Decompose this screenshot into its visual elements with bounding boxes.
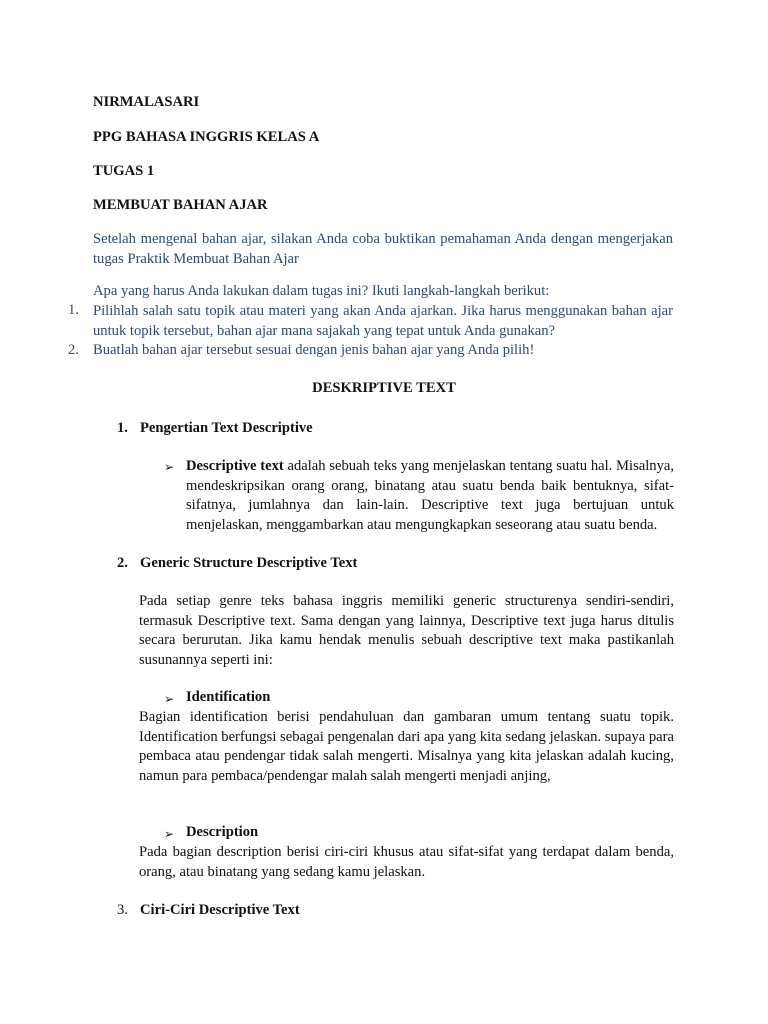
description-text: Pada bagian description berisi ciri-ciri khusus atau sifat-sifat yang terdapat dalam benda, orang, atau binatang yang sedang kamu jelaskan. — [139, 844, 674, 880]
class-name: PPG BAHASA INGGRIS KELAS A — [93, 129, 320, 145]
identification-text: Bagian identification berisi pendahuluan dan gambaran umum tentang suatu topik. Identification berfungsi sebagai pengenalan dari apa yang kita sedang jelaskan. supaya para pembaca atau pendengar tidak salah mengerti. Misalnya yang kita jelaskan adalah kucing, namun para pembaca/pendengar malah salah mengerti menjadi anjing, — [139, 709, 674, 784]
section-heading: Pengertian Text Descriptive — [140, 420, 313, 436]
section-heading: Generic Structure Descriptive Text — [140, 555, 358, 571]
instruction-intro: Setelah mengenal bahan ajar, silakan Anda coba buktikan pemahaman Anda dengan mengerjakan tugas Praktik Membuat Bahan Ajar — [93, 231, 673, 267]
task-number: TUGAS 1 — [93, 163, 155, 179]
section-heading: Ciri-Ciri Descriptive Text — [140, 902, 300, 918]
arrow-bullet-icon: ➢ — [164, 692, 175, 706]
subheading-description: Description — [186, 824, 259, 840]
section-number: 3. — [117, 902, 128, 918]
subheading-identification: Identification — [186, 689, 271, 705]
definition-text: adalah sebuah teks yang menjelaskan tentang suatu hal. Misalnya, mendeskripsikan orang orang, binatang atau suatu benda baik bentuknya, sifat-sifatnya, jumlahnya dan lain-lain. Descriptive text juga bertujuan untuk menjelaskan, menggambarkan atau mengungkapkan seseorang atau suatu benda. — [186, 458, 674, 533]
definition-paragraph — [186, 457, 674, 535]
page-title: DESKRIPTIVE TEXT — [312, 380, 456, 396]
step-text: Pilihlah salah satu topik atau materi yang akan Anda ajarkan. Jika harus menggunakan bahan ajar untuk topik tersebut, bahan ajar mana sajakah yang tepat untuk Anda gunakan? — [93, 303, 673, 339]
step-number: 1. — [68, 302, 79, 318]
instruction-question: Apa yang harus Anda lakukan dalam tugas ini? Ikuti langkah-langkah berikut: — [93, 283, 550, 299]
definition-term: Descriptive text — [186, 458, 284, 474]
arrow-bullet-icon: ➢ — [164, 460, 175, 474]
step-text: Buatlah bahan ajar tersebut sesuai dengan jenis bahan ajar yang Anda pilih! — [93, 342, 535, 358]
author-name: NIRMALASARI — [93, 94, 200, 110]
step-number: 2. — [68, 342, 79, 358]
section-number: 2. — [117, 555, 128, 571]
task-topic: MEMBUAT BAHAN AJAR — [93, 197, 268, 213]
section-number: 1. — [117, 420, 128, 436]
arrow-bullet-icon: ➢ — [164, 827, 175, 841]
structure-intro: Pada setiap genre teks bahasa inggris memiliki generic structurenya sendiri-sendiri, termasuk Descriptive text. Sama dengan yang lainnya, Descriptive text juga harus ditulis secara berurutan. Jika kamu hendak menulis sebuah descriptive text maka pastikanlah susunannya seperti ini: — [139, 593, 674, 668]
